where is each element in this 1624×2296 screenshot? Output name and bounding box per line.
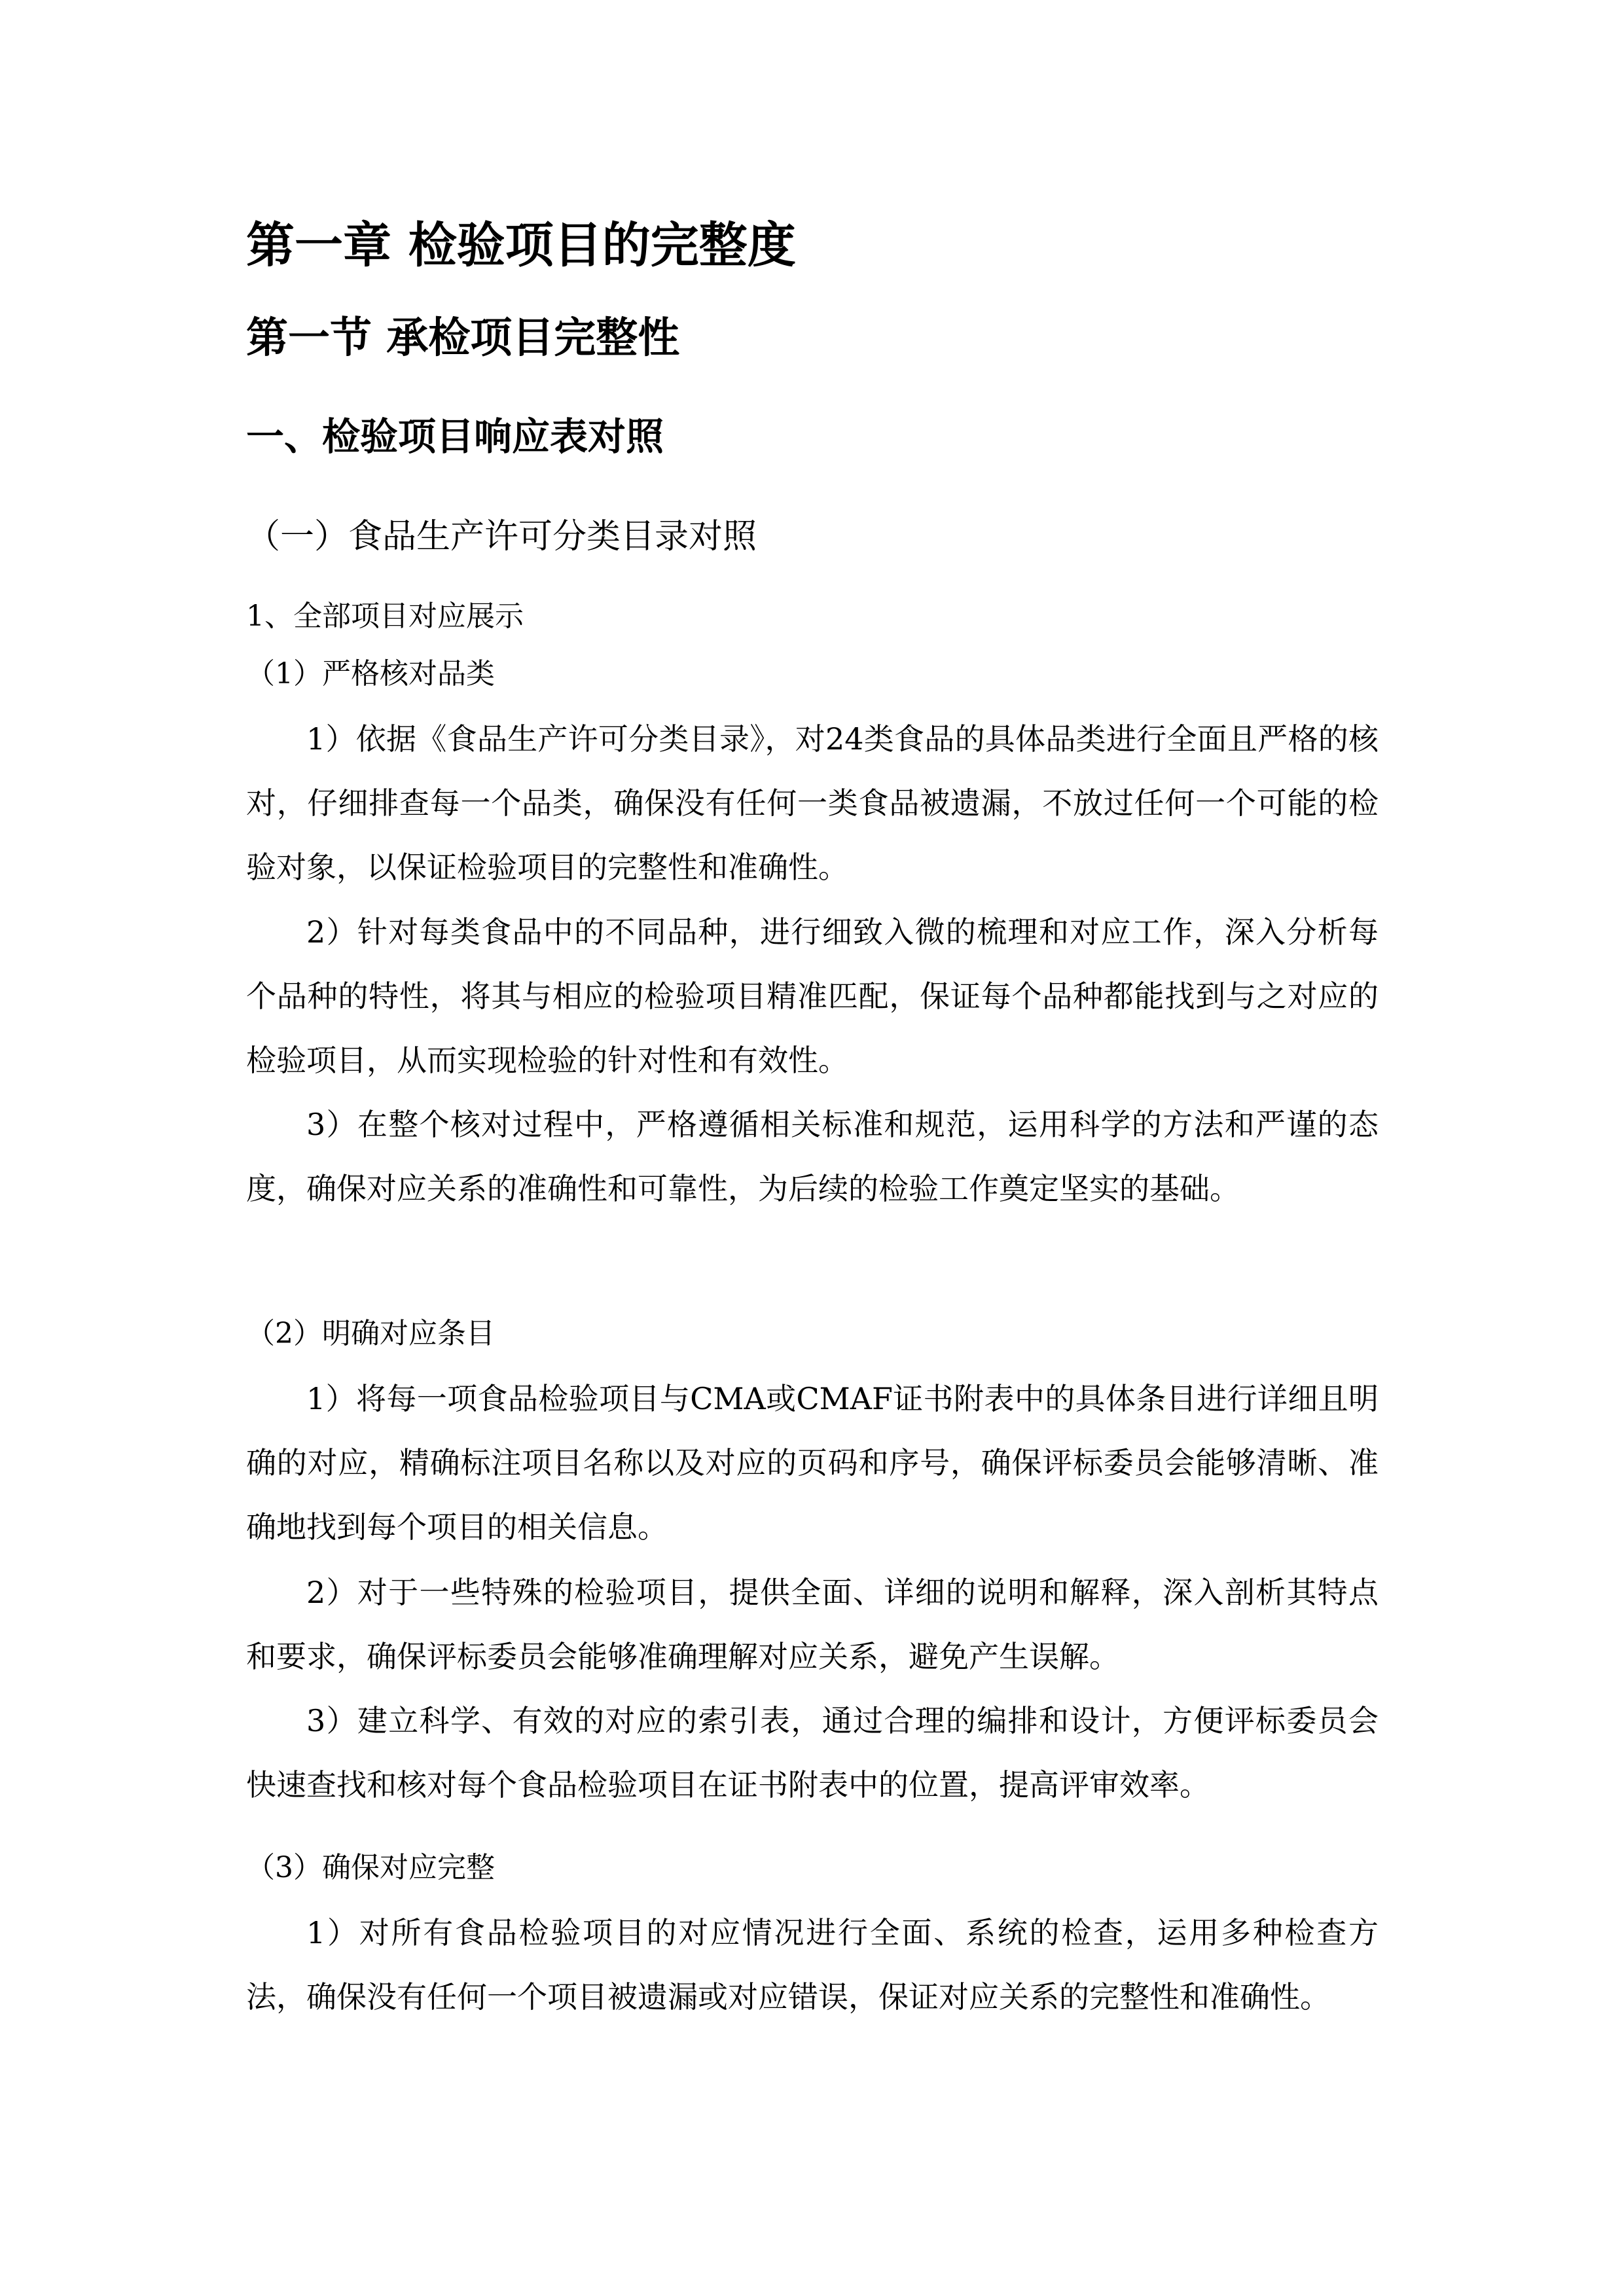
- paragraph: 1）将每一项食品检验项目与CMA或CMAF证书附表中的具体条目进行详细且明确的对应，精确标注项目名称以及对应的页码和序号，确保评标委员会能够清晰、准确地找到每个项目的相关信息。: [246, 1381, 1379, 1545]
- chapter-title: 第一章 检验项目的完整度: [246, 217, 796, 274]
- paragraph: 2）对于一些特殊的检验项目，提供全面、详细的说明和解释，深入剖析其特点和要求，确保评标委员会能够准确理解对应关系，避免产生误解。: [246, 1575, 1379, 1674]
- subsection-title: 一、检验项目响应表对照: [246, 414, 664, 459]
- paragraph: 3）建立科学、有效的对应的索引表，通过合理的编排和设计，方便评标委员会快速查找和核对每个食品检验项目在证书附表中的位置，提高评审效率。: [246, 1703, 1379, 1803]
- group-heading: （1）严格核对品类: [246, 657, 495, 691]
- section-title: 第一节 承检项目完整性: [246, 314, 680, 363]
- item-title: 1、全部项目对应展示: [246, 600, 524, 633]
- sub-subsection-title: （一）食品生产许可分类目录对照: [246, 517, 757, 556]
- paragraph: 1）对所有食品检验项目的对应情况进行全面、系统的检查，运用多种检查方法，确保没有任何一个项目被遗漏或对应错误，保证对应关系的完整性和准确性。: [246, 1915, 1379, 2015]
- paragraph: 3）在整个核对过程中，严格遵循相关标准和规范，运用科学的方法和严谨的态度，确保对应关系的准确性和可靠性，为后续的检验工作奠定坚实的基础。: [246, 1107, 1379, 1206]
- group-heading: （3）确保对应完整: [246, 1851, 495, 1884]
- group-heading: （2）明确对应条目: [246, 1317, 495, 1350]
- paragraph: 2）针对每类食品中的不同品种，进行细致入微的梳理和对应工作，深入分析每个品种的特性，将其与相应的检验项目精准匹配，保证每个品种都能找到与之对应的检验项目，从而实现检验的针对性和有效性。: [246, 914, 1379, 1078]
- paragraph: 1）依据《食品生产许可分类目录》，对24类食品的具体品类进行全面且严格的核对，仔细排查每一个品类，确保没有任何一类食品被遗漏，不放过任何一个可能的检验对象，以保证检验项目的完整性和准确性。: [246, 721, 1379, 885]
